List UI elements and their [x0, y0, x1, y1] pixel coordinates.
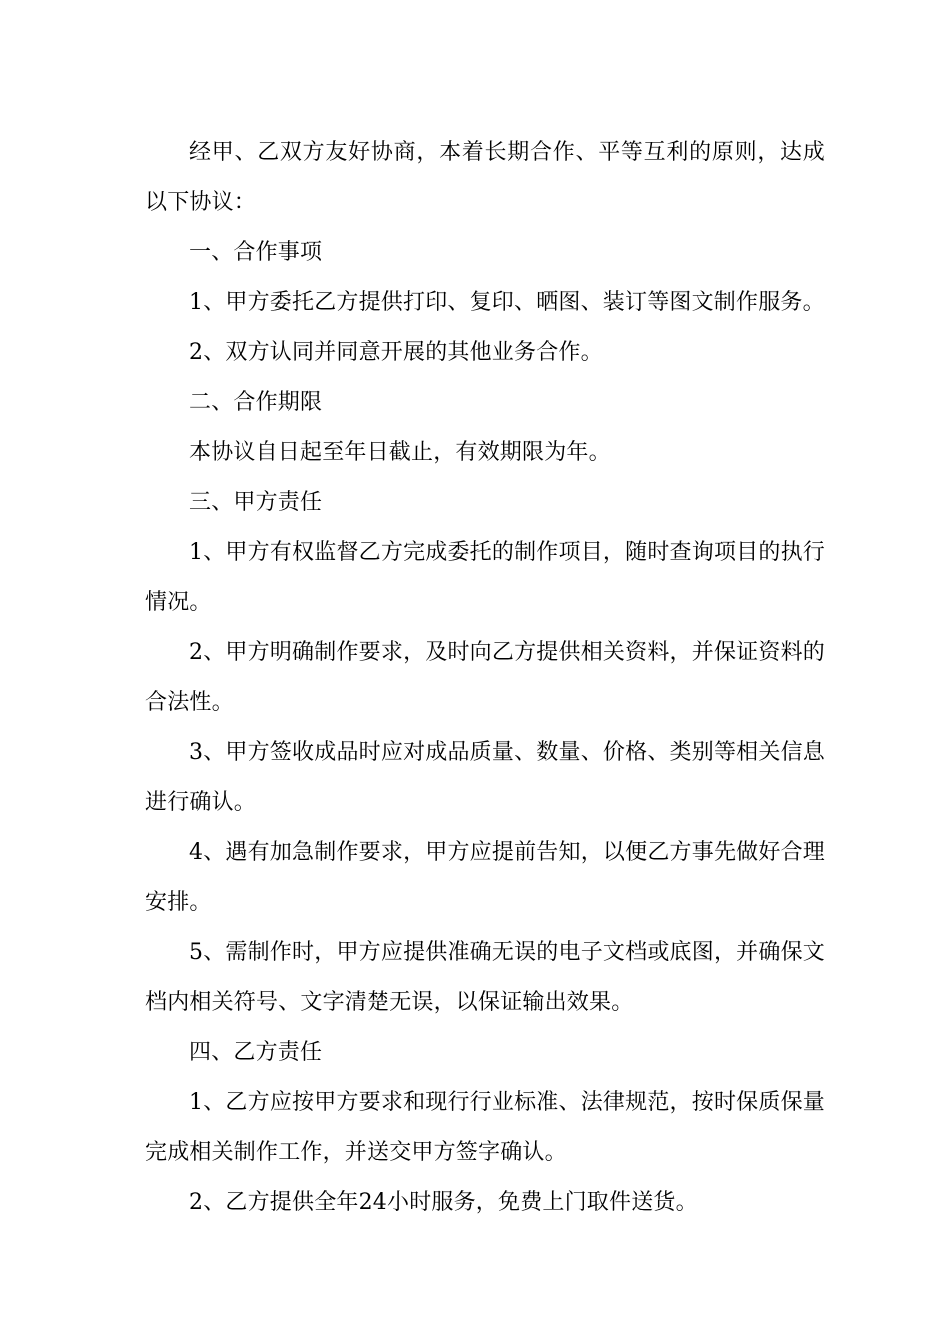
party-a-duty-1: 1、甲方有权监督乙方完成委托的制作项目，随时查询项目的执行情况。: [145, 540, 825, 615]
document-body: [145, 128, 825, 1228]
intro-paragraph: 经甲、乙双方友好协商，本着长期合作、平等互利的原则，达成以下协议：: [145, 140, 825, 215]
section-heading-party-b-duties: 四、乙方责任: [189, 1040, 323, 1065]
party-a-duty-4: 4、遇有加急制作要求，甲方应提前告知，以便乙方事先做好合理安排。: [145, 840, 825, 915]
cooperation-item-2: 2、双方认同并同意开展的其他业务合作。: [189, 340, 603, 365]
party-a-duty-2: 2、甲方明确制作要求，及时向乙方提供相关资料，并保证资料的合法性。: [145, 640, 825, 715]
section-heading-cooperation-items: 一、合作事项: [189, 240, 323, 265]
party-b-duty-2: 2、乙方提供全年24小时服务，免费上门取件送货。: [189, 1190, 698, 1215]
section-heading-term: 二、合作期限: [189, 390, 323, 415]
party-a-duty-3: 3、甲方签收成品时应对成品质量、数量、价格、类别等相关信息进行确认。: [145, 740, 825, 815]
cooperation-item-1: 1、甲方委托乙方提供打印、复印、晒图、装订等图文制作服务。: [189, 290, 825, 315]
term-paragraph: 本协议自日起至年日截止，有效期限为年。: [189, 440, 611, 465]
section-heading-party-a-duties: 三、甲方责任: [189, 490, 323, 515]
party-a-duty-5: 5、需制作时，甲方应提供准确无误的电子文档或底图，并确保文档内相关符号、文字清楚无误，以保证输出效果。: [145, 940, 825, 1015]
party-b-duty-1: 1、乙方应按甲方要求和现行行业标准、法律规范，按时保质保量完成相关制作工作，并送交甲方签字确认。: [145, 1090, 825, 1165]
